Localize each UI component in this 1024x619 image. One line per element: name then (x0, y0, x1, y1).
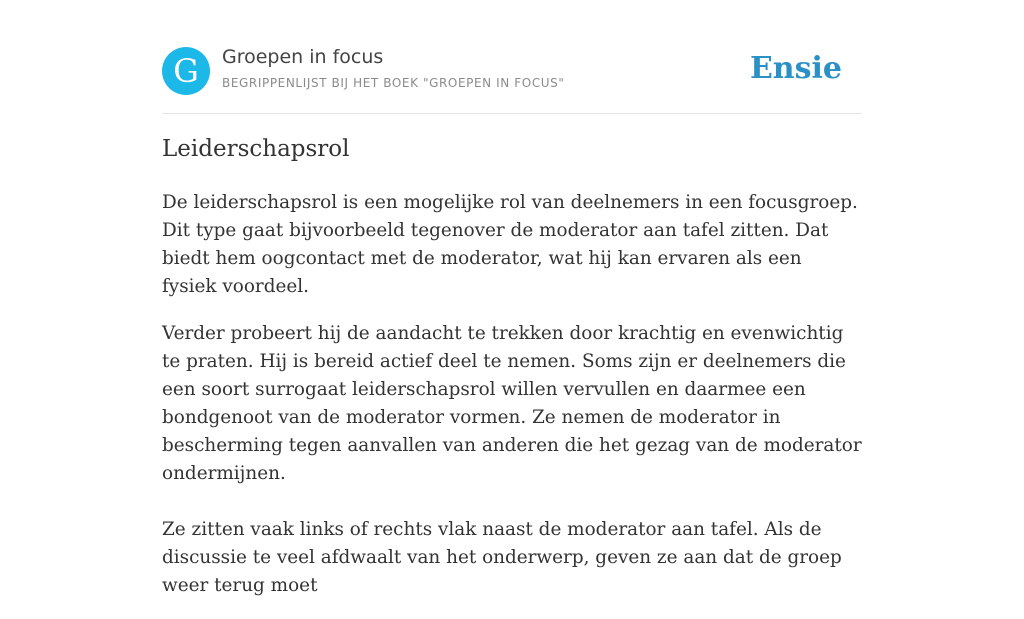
book-subtitle: BEGRIPPENLIJST BIJ HET BOEK "GROEPEN IN FOCUS" (222, 76, 565, 90)
article-body (162, 189, 862, 619)
term-title: Leiderschapsrol (162, 136, 350, 162)
header (162, 46, 862, 96)
avatar[interactable]: G (162, 47, 210, 95)
paragraph: Verder probeert hij de aandacht te trekken door krachtig en evenwichtig te praten. Hij is bereid actief deel te nemen. Soms zijn er deelnemers die een soort surrogaat leiderschapsrol willen vervullen en daarmee een bondgenoot van de moderator vormen. Ze nemen de moderator in bescherming tegen aanvallen van anderen die het gezag van de moderator ondermijnen. (162, 323, 862, 484)
book-title[interactable]: Groepen in focus (222, 46, 384, 68)
paragraph: Ze zitten vaak links of rechts vlak naast de moderator aan tafel. Als de discussie te veel afdwaalt van het onderwerp, geven ze aan dat de groep weer terug moet (162, 519, 842, 596)
paragraph: De leiderschapsrol is een mogelijke rol van deelnemers in een focusgroep. Dit type gaat bijvoorbeeld tegenover de moderator aan tafel zitten. Dat biedt hem oogcontact met de moderator, wat hij kan ervaren als een fysiek voordeel. (162, 192, 858, 297)
divider (162, 113, 862, 114)
ensie-logo[interactable]: Ensie (749, 51, 842, 86)
